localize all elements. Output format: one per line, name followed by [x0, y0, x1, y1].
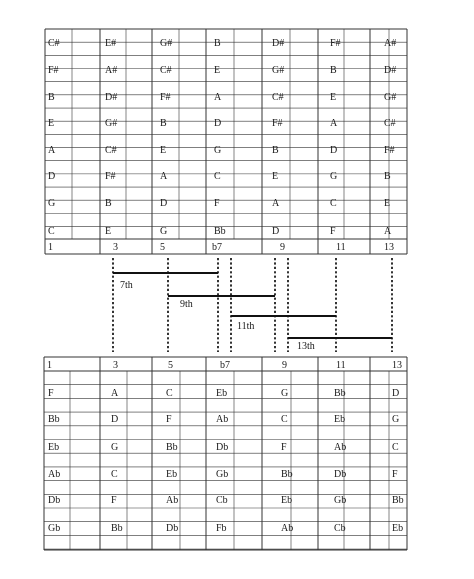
interval-label: 13th [297, 341, 315, 352]
note-cell: D# [384, 65, 397, 76]
note-cell: D [272, 226, 280, 237]
bottom-grid [44, 357, 407, 550]
degree-label: 5 [160, 242, 165, 253]
note-cell: B [330, 65, 337, 76]
note-cell: C [392, 442, 399, 453]
note-cell: Cb [334, 523, 346, 534]
note-cell: Fb [216, 523, 227, 534]
note-cell: F# [105, 171, 116, 182]
note-cell: C [214, 171, 221, 182]
degree-label: 1 [48, 242, 53, 253]
degree-label: 1 [47, 360, 52, 371]
note-cell: Gb [216, 469, 229, 480]
note-cell: F [281, 442, 287, 453]
note-cell: Eb [166, 469, 178, 480]
note-cell: F [111, 495, 117, 506]
note-cell: G# [160, 38, 173, 49]
note-cell: G# [272, 65, 285, 76]
note-cell: E [105, 226, 112, 237]
note-cell: G# [384, 92, 397, 103]
note-cell: F [166, 414, 172, 425]
note-cell: Bb [48, 414, 60, 425]
note-cell: D [48, 171, 56, 182]
note-cell: D [392, 388, 400, 399]
note-cell: C [330, 198, 337, 209]
degree-label: 9 [282, 360, 287, 371]
note-cell: F [214, 198, 220, 209]
note-cell: D [214, 118, 222, 129]
note-cell: Bb [214, 226, 226, 237]
note-cell: B [160, 118, 167, 129]
note-cell: Ab [334, 442, 347, 453]
note-cell: E [330, 92, 337, 103]
note-cell: Bb [166, 442, 178, 453]
note-cell: F# [330, 38, 341, 49]
extension-connectors [113, 258, 392, 352]
note-cell: Ab [48, 469, 61, 480]
note-cell: E [214, 65, 221, 76]
note-cell: B [105, 198, 112, 209]
note-cell: A [214, 92, 222, 103]
note-cell: F [392, 469, 398, 480]
note-cell: B [214, 38, 221, 49]
note-cell: Ab [281, 523, 294, 534]
degree-label: b7 [220, 360, 230, 371]
note-cell: Bb [392, 495, 404, 506]
note-cell: Eb [216, 388, 228, 399]
degree-label: 5 [168, 360, 173, 371]
note-cell: Bb [334, 388, 346, 399]
note-cell: C [166, 388, 173, 399]
note-cell: G [392, 414, 400, 425]
note-cell: Db [216, 442, 229, 453]
note-cell: F [330, 226, 336, 237]
degree-label: 11 [336, 360, 346, 371]
note-cell: Bb [281, 469, 293, 480]
note-cell: C# [105, 145, 117, 156]
note-cell: E [272, 171, 279, 182]
note-cell: G# [105, 118, 118, 129]
note-cell: C# [272, 92, 284, 103]
note-cell: A# [105, 65, 118, 76]
note-cell: G [111, 442, 119, 453]
degree-label: 11 [336, 242, 346, 253]
note-cell: D [111, 414, 119, 425]
note-cell: A [384, 226, 392, 237]
degree-label: 9 [280, 242, 285, 253]
note-cell: Db [334, 469, 347, 480]
note-cell: E [160, 145, 167, 156]
note-cell: C# [48, 38, 60, 49]
note-cell: G [330, 171, 338, 182]
note-cell: A [160, 171, 168, 182]
note-cell: C [48, 226, 55, 237]
note-cell: C# [160, 65, 172, 76]
note-cell: A [48, 145, 56, 156]
note-cell: G [281, 388, 289, 399]
degree-label: b7 [212, 242, 222, 253]
note-cell: C [281, 414, 288, 425]
note-cell: G [214, 145, 222, 156]
note-cell: Gb [334, 495, 347, 506]
note-cell: A [330, 118, 338, 129]
note-cell: Ab [166, 495, 179, 506]
note-cell: E# [105, 38, 117, 49]
note-cell: C# [384, 118, 396, 129]
note-cell: D# [272, 38, 285, 49]
note-cell: Eb [281, 495, 293, 506]
note-cell: B [384, 171, 391, 182]
note-cell: C [111, 469, 118, 480]
note-cell: F# [48, 65, 59, 76]
note-cell: Db [166, 523, 179, 534]
note-cell: Eb [392, 523, 404, 534]
note-cell: G [48, 198, 56, 209]
note-cell: B [48, 92, 55, 103]
top-grid [45, 29, 407, 254]
note-cell: E [384, 198, 391, 209]
note-cell: D# [105, 92, 118, 103]
note-cell: A [111, 388, 119, 399]
note-cell: F# [272, 118, 283, 129]
note-cell: Eb [48, 442, 60, 453]
note-cell: Eb [334, 414, 346, 425]
note-cell: Bb [111, 523, 123, 534]
note-cell: D [330, 145, 338, 156]
note-cell: Gb [48, 523, 61, 534]
degree-label: 13 [392, 360, 402, 371]
note-cell: A [272, 198, 280, 209]
note-cell: A# [384, 38, 397, 49]
note-cell: Ab [216, 414, 229, 425]
degree-label: 3 [113, 242, 118, 253]
degree-label: 3 [113, 360, 118, 371]
note-cell: Db [48, 495, 61, 506]
note-cell: E [48, 118, 55, 129]
note-cell: F# [160, 92, 171, 103]
note-cell: B [272, 145, 279, 156]
note-cell: D [160, 198, 168, 209]
interval-label: 7th [120, 280, 133, 291]
note-cell: G [160, 226, 168, 237]
interval-label: 9th [180, 299, 193, 310]
degree-label: 13 [384, 242, 394, 253]
interval-label: 11th [237, 321, 255, 332]
note-cell: F# [384, 145, 395, 156]
note-cell: F [48, 388, 54, 399]
note-cell: Cb [216, 495, 228, 506]
